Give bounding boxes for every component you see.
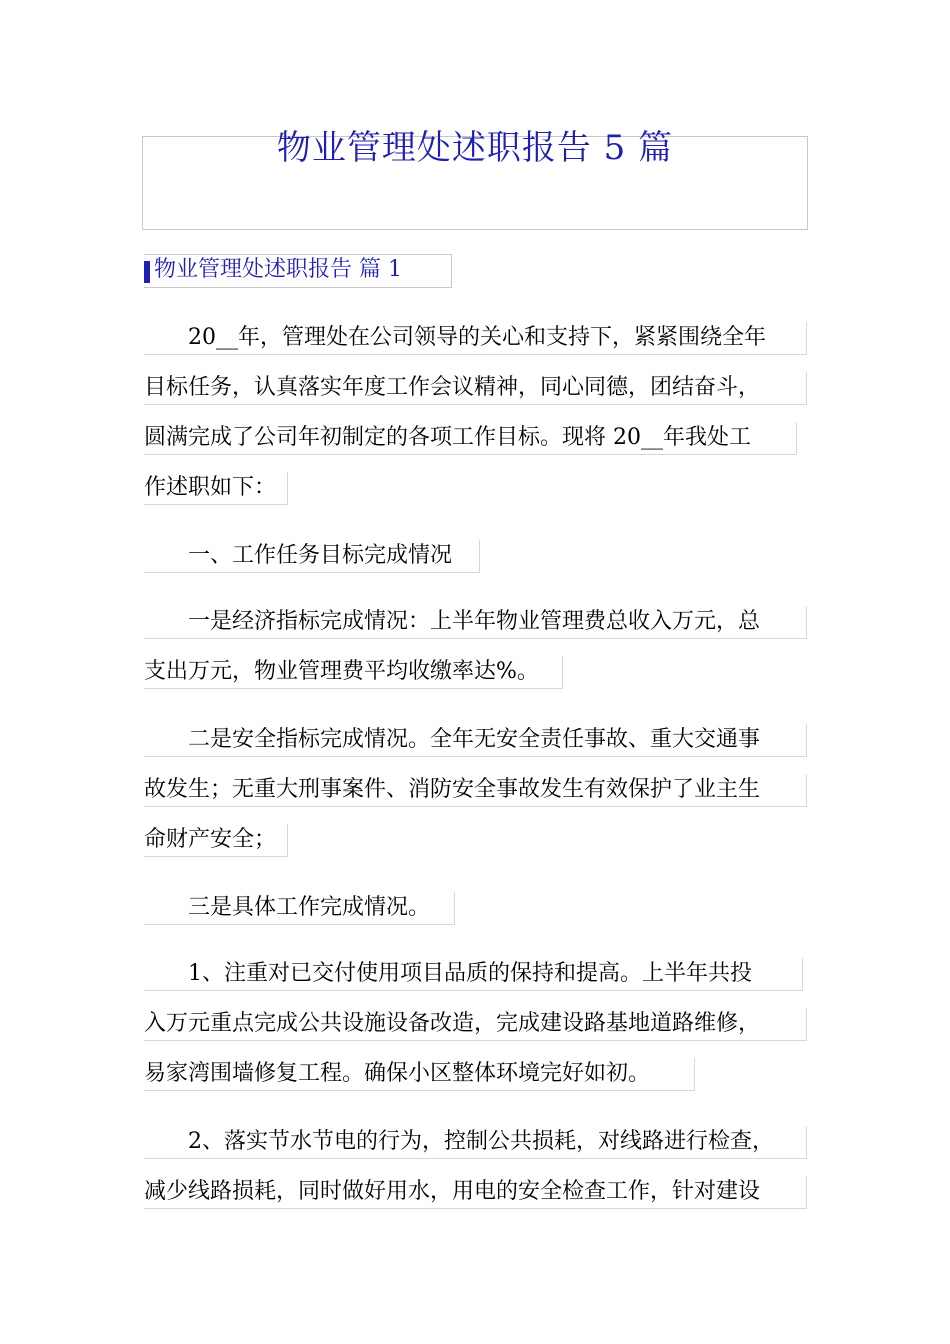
paragraph-line: 圆满完成了公司年初制定的各项工作目标。现将 20__年我处工 (144, 422, 797, 455)
document-title: 物业管理处述职报告 5 篇 (276, 128, 674, 168)
paragraph-line: 支出万元，物业管理费平均收缴率达%。 (144, 656, 563, 689)
paragraph-line: 易家湾围墙修复工程。确保小区整体环境完好如初。 (144, 1058, 695, 1091)
paragraph-line: 三是具体工作完成情况。 (144, 892, 455, 925)
paragraph-line: 入万元重点完成公共设施设备改造，完成建设路基地道路维修， (144, 1008, 807, 1041)
paragraph-line: 一、工作任务目标完成情况 (144, 540, 480, 573)
heading-marker (144, 261, 150, 283)
section-heading-text: 物业管理处述职报告 篇 1 (154, 257, 402, 282)
paragraph-line: 作述职如下： (144, 472, 288, 505)
paragraph-line: 20__年，管理处在公司领导的关心和支持下，紧紧围绕全年 (144, 322, 807, 355)
paragraph-line: 目标任务，认真落实年度工作会议精神，同心同德，团结奋斗， (144, 372, 807, 405)
paragraph-line: 减少线路损耗，同时做好用水，用电的安全检查工作，针对建设 (144, 1176, 807, 1209)
paragraph-line: 二是安全指标完成情况。全年无安全责任事故、重大交通事 (144, 724, 807, 757)
paragraph-line: 1、注重对已交付使用项目品质的保持和提高。上半年共投 (144, 958, 803, 991)
section-heading (144, 254, 452, 288)
paragraph-line: 故发生；无重大刑事案件、消防安全事故发生有效保护了业主生 (144, 774, 807, 807)
paragraph-line: 一是经济指标完成情况：上半年物业管理费总收入万元，总 (144, 606, 807, 639)
paragraph-line: 2、落实节水节电的行为，控制公共损耗，对线路进行检查， (144, 1126, 807, 1159)
paragraph-line: 命财产安全； (144, 824, 288, 857)
